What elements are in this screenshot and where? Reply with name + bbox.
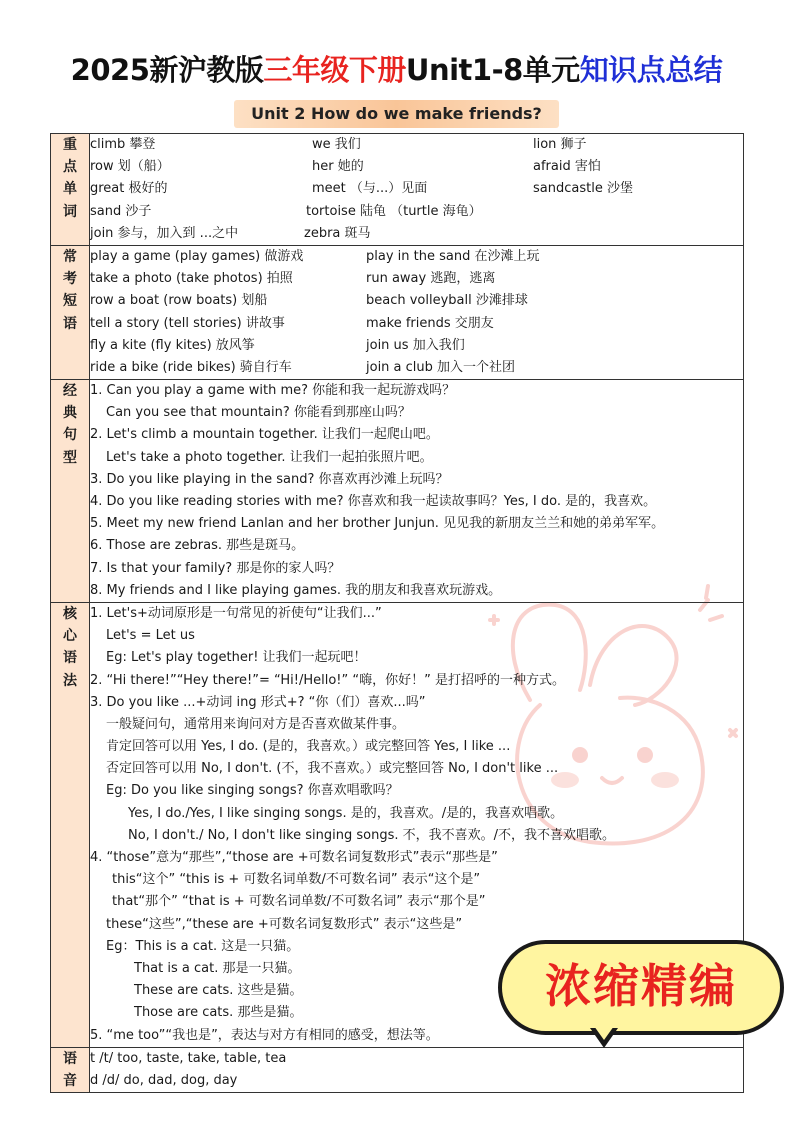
- category-char: 核: [63, 605, 77, 622]
- category-char: 重: [63, 137, 77, 153]
- title-part-4: 知识点总结: [579, 53, 723, 87]
- condensed-edition-sticker: [498, 940, 788, 1050]
- grammar-line: Eg: Do you like singing songs? 你喜欢唱歌吗？: [106, 783, 399, 799]
- sticker-tail-fill: [594, 1026, 614, 1040]
- grammar-line: Those are cats. 那些是猫。: [134, 1005, 303, 1021]
- phrase-row: [90, 335, 743, 357]
- sentences-category: [51, 380, 90, 603]
- category-char: 句: [63, 427, 77, 444]
- phrase-row: [90, 357, 743, 379]
- phonics-category: [51, 1047, 90, 1092]
- vocab-row: [90, 134, 743, 156]
- grammar-line: 2. “Hi there!”“Hey there!”= “Hi!/Hello!” “嗨，你好！” 是打招呼的一种方式。: [90, 672, 565, 688]
- grammar-line: this“这个” “this is + 可数名词单数/不可数名词” 表示“这个是”: [112, 872, 481, 888]
- vocab-row: [90, 223, 743, 245]
- grammar-line: Let's = Let us: [106, 628, 195, 644]
- category-char: 语: [63, 1050, 77, 1067]
- phrase-item: join a club 加入一个社团: [366, 359, 516, 375]
- vocab-item: row 划（船）: [90, 159, 170, 175]
- category-char: 常: [63, 248, 77, 265]
- grammar-line: that“那个” “that is + 可数名词单数/不可数名词” 表示“那个是”: [112, 894, 486, 910]
- vocab-item: lion 狮子: [533, 137, 587, 152]
- page-title: [0, 48, 793, 89]
- title-part-2: 三年级下册: [263, 53, 406, 87]
- phrase-item: play a game (play games) 做游戏: [90, 248, 304, 264]
- grammar-line: these“这些”,“these are +可数名词复数形式” 表示“这些是”: [106, 916, 463, 932]
- sentence-line: 8. My friends and I like playing games. 我的朋友和我喜欢玩游戏。: [90, 582, 502, 598]
- phrase-item: make friends 交朋友: [366, 315, 494, 331]
- vocab-item: join 参与，加入到 ...之中: [90, 225, 239, 241]
- phrase-item: beach volleyball 沙滩排球: [366, 293, 528, 309]
- phrase-row: [90, 290, 743, 312]
- vocab-category: [51, 134, 90, 246]
- vocab-item: tortoise 陆龟 （turtle 海龟）: [306, 203, 482, 219]
- category-char: 典: [63, 405, 77, 422]
- grammar-line: 肯定回答可以用 Yes, I do. (是的，我喜欢。）或完整回答 Yes, I like ...: [106, 739, 511, 755]
- category-char: 单: [63, 181, 77, 198]
- vocab-content: [90, 134, 744, 246]
- category-char: 语: [63, 650, 77, 667]
- grammar-line: Eg：This is a cat. 这是一只猫。: [106, 938, 300, 954]
- phrase-item: tell a story (tell stories) 讲故事: [90, 315, 285, 331]
- phrase-item: fly a kite (fly kites) 放风筝: [90, 337, 255, 353]
- grammar-line: 一般疑问句，通常用来询问对方是否喜欢做某件事。: [106, 716, 406, 732]
- sentence-line: 3. Do you like playing in the sand? 你喜欢再沙滩上玩吗？: [90, 471, 449, 487]
- unit-title-banner: Unit 2 How do we make friends?: [234, 100, 559, 128]
- vocab-item: zebra 斑马: [304, 225, 371, 241]
- grammar-line: Yes, I do./Yes, I like singing songs. 是的，我喜欢。/是的，我喜欢唱歌。: [128, 805, 564, 821]
- phrase-row: [90, 246, 743, 268]
- category-char: 语: [63, 315, 77, 332]
- category-char: 短: [63, 293, 77, 310]
- category-char: 音: [63, 1072, 77, 1089]
- grammar-line: 4. “those”意为“那些”,“those are +可数名词复数形式”表示“那些是”: [90, 850, 498, 865]
- grammar-line: 1. Let's+动词原形是一句常见的祈使句“让我们...”: [90, 605, 382, 621]
- category-char: 词: [63, 203, 77, 220]
- vocab-item: great 极好的: [90, 181, 168, 197]
- grammar-category: [51, 602, 90, 1047]
- vocab-item: climb 攀登: [90, 137, 156, 152]
- vocab-item: meet （与...）见面: [312, 181, 428, 197]
- sentence-line: 2. Let's climb a mountain together. 让我们一起爬山吧。: [90, 427, 439, 443]
- phrase-item: join us 加入我们: [366, 337, 465, 353]
- vocab-item: we 我们: [312, 137, 361, 152]
- vocab-item: sand 沙子: [90, 203, 152, 219]
- sentence-line: 5. Meet my new friend Lanlan and her brother Junjun. 见见我的新朋友兰兰和她的弟弟军军。: [90, 516, 665, 532]
- phrase-item: ride a bike (ride bikes) 骑自行车: [90, 359, 292, 375]
- phrase-item: play in the sand 在沙滩上玩: [366, 248, 540, 264]
- phonics-section: [51, 1047, 744, 1092]
- sentence-line: Can you see that mountain? 你能看到那座山吗？: [106, 405, 411, 421]
- category-char: 法: [63, 672, 77, 689]
- sentence-line: 6. Those are zebras. 那些是斑马。: [90, 538, 305, 554]
- grammar-line: 否定回答可以用 No, I don't. (不，我不喜欢。）或完整回答 No, I don't like ...: [106, 761, 559, 777]
- grammar-line: 3. Do you like ...+动词 ing 形式+? “你（们）喜欢...吗”: [90, 694, 426, 710]
- vocab-item: her 她的: [312, 159, 364, 175]
- category-char: 心: [63, 628, 77, 645]
- grammar-line: Eg: Let's play together! 让我们一起玩吧！: [106, 650, 367, 666]
- sticker-text: 浓缩精编: [545, 959, 737, 1013]
- phonics-line: t /t/ too, taste, take, table, tea: [90, 1050, 287, 1066]
- title-part-1: 2025新沪教版: [70, 53, 264, 87]
- phrase-row: [90, 268, 743, 290]
- category-char: 点: [63, 159, 77, 176]
- sentence-line: Let's take a photo together. 让我们一起拍张照片吧。: [106, 449, 433, 465]
- sentences-section: [51, 380, 744, 603]
- category-char: 型: [63, 449, 77, 466]
- vocab-row: [90, 156, 743, 178]
- phrase-row: [90, 313, 743, 335]
- phrase-item: run away 逃跑，逃离: [366, 271, 496, 287]
- sentence-line: 4. Do you like reading stories with me? 你喜欢和我一起读故事吗？Yes, I do. 是的，我喜欢。: [90, 494, 657, 509]
- category-char: 经: [63, 383, 77, 400]
- grammar-line: 5. “me too”“我也是”，表达与对方有相同的感受，想法等。: [90, 1027, 439, 1043]
- phrase-item: take a photo (take photos) 拍照: [90, 271, 293, 287]
- vocab-row: [90, 178, 743, 200]
- vocab-item: afraid 害怕: [533, 159, 601, 175]
- title-part-3: Unit1-8单元: [405, 53, 580, 87]
- grammar-line: These are cats. 这些是猫。: [134, 983, 303, 999]
- phrases-section: [51, 245, 744, 379]
- sentence-line: 7. Is that your family? 那是你的家人吗？: [90, 560, 341, 576]
- vocab-section: [51, 134, 744, 246]
- grammar-line: No, I don't./ No, I don't like singing songs. 不，我不喜欢。/不，我不喜欢唱歌。: [128, 827, 615, 843]
- sentence-line: 1. Can you play a game with me? 你能和我一起玩游戏吗？: [90, 383, 456, 399]
- category-char: 考: [63, 271, 77, 288]
- phrase-item: row a boat (row boats) 划船: [90, 293, 268, 309]
- phrases-category: [51, 245, 90, 379]
- phonics-line: d /d/ do, dad, dog, day: [90, 1072, 238, 1088]
- grammar-line: That is a cat. 那是一只猫。: [134, 960, 301, 976]
- vocab-row: [90, 201, 743, 223]
- vocab-item: sandcastle 沙堡: [533, 181, 633, 197]
- phonics-content: [90, 1047, 744, 1092]
- phrases-content: [90, 245, 744, 379]
- sentences-content: [90, 380, 744, 603]
